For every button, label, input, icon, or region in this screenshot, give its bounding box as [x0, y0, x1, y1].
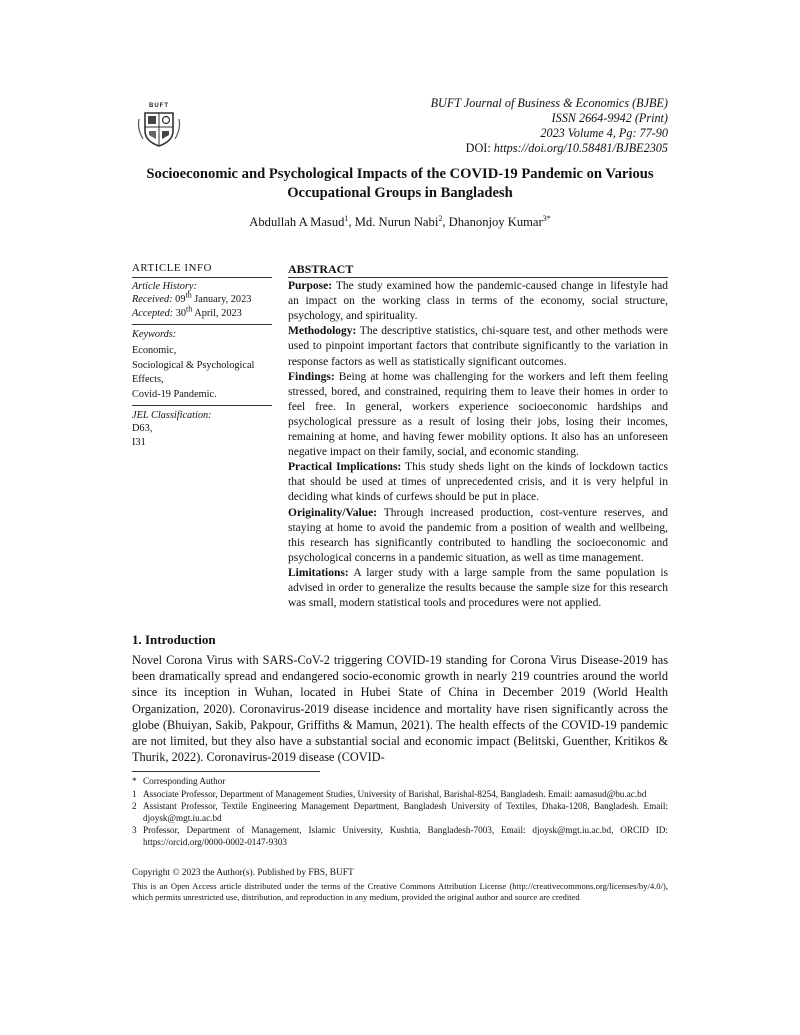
- footnotes: [132, 776, 668, 850]
- doi-label: DOI:: [465, 141, 491, 155]
- footnote-mark: 3: [132, 825, 137, 836]
- jel-code: I31: [132, 436, 146, 448]
- footnote-text: Associate Professor, Department of Management Studies, University of Barishal, Barishal-8254, Bangladesh. Email: aamasud@bu.ac.bd: [143, 788, 647, 799]
- accepted-label: Accepted:: [132, 307, 174, 319]
- author-mark: 3*: [542, 213, 551, 223]
- section-heading-introduction: 1. Introduction: [132, 632, 216, 647]
- keywords-block: [132, 325, 272, 405]
- author-separator: ,: [348, 215, 355, 229]
- section-text: Being at home was challenging for the workers and left them feeling stressed, bored, and constrained, requiring them to leave their homes in order to feel free. In general, workers experience socioeconomic hardships and psychological pressure as a result of losing their jobs, losing their incomes, remaining at home, and having fewer mobility options. It also has an unforeseen negative impact on their family, social, and economic standing.: [288, 370, 668, 459]
- footnote-text: Assistant Professor, Textile Engineering Management Department, Bangladesh University of Textiles, Dhaka-1208, Bangladesh. Email: djoysk@mgt.iu.ac.bd: [143, 801, 668, 823]
- journal-doi-line: [431, 141, 668, 156]
- history-label: Article History:: [132, 280, 197, 292]
- accepted-rest: April, 2023: [192, 307, 242, 319]
- journal-name: BUFT Journal of Business & Economics (BJBE): [430, 96, 668, 110]
- logo-text: BUFT: [149, 103, 169, 109]
- footnote: [132, 825, 668, 848]
- author-mark: 1: [344, 213, 349, 223]
- journal-header: [431, 96, 668, 156]
- section-label: Methodology:: [288, 325, 357, 338]
- license-notice: This is an Open Access article distributed under the terms of the Creative Commons Attribution License (http://creativecommons.org/licenses/by/4.0/), which permits unrestricted use, distribution, and reproduction in any medium, provided the original author and source are credited: [132, 881, 668, 902]
- author-list: [132, 215, 668, 230]
- footnote: [132, 776, 668, 788]
- section-text: A larger study with a large sample from the same population is advised in order to generalize the results because the sample size for this research was small, modern statistical tools and procedures were not applied.: [288, 566, 668, 610]
- footnote-mark: 1: [132, 788, 137, 799]
- journal-logo: [137, 103, 181, 147]
- accepted-ordinal: th: [186, 304, 193, 314]
- keyword: Sociological & Psychological Effects,: [132, 360, 255, 385]
- footnote-mark: *: [132, 776, 137, 786]
- abstract: [288, 262, 668, 611]
- keyword: Covid-19 Pandemic.: [132, 389, 217, 400]
- abstract-purpose: [288, 279, 668, 324]
- received-label: Received:: [132, 294, 173, 305]
- received-date: [132, 290, 272, 307]
- section-label: Originality/Value:: [288, 506, 378, 519]
- section-text: The study examined how the pandemic-caused change in lifestyle had an impact on the working class in terms of the economy, social structure, psychology, and spirituality.: [288, 280, 668, 323]
- footnote-mark: 2: [132, 801, 137, 812]
- author-separator: ,: [442, 215, 449, 229]
- section-text: This study sheds light on the kinds of lockdown tactics that should be used at times of unprecedented crisis, and it is very helpful in deciding what kinds of curfews should be put in place.: [288, 461, 668, 504]
- received-ordinal: th: [185, 290, 192, 300]
- footnote-text: Corresponding Author: [143, 776, 226, 786]
- accepted-date: [132, 304, 272, 325]
- paper-title: Socioeconomic and Psychological Impacts of the COVID-19 Pandemic on Various Occupational Groups in Bangladesh: [146, 166, 654, 201]
- journal-volume: 2023 Volume 4, Pg: 77-90: [540, 126, 668, 140]
- section-label: Purpose:: [288, 280, 333, 293]
- author-name: Dhanonjoy Kumar: [448, 215, 543, 229]
- article-info: [132, 262, 272, 452]
- section-label: Limitations:: [288, 566, 349, 579]
- abstract-limitations: [288, 566, 668, 611]
- footnote-text: Professor, Department of Management, Islamic University, Kushtia, Bangladesh-7003, Email: djoysk@mgt.iu.ac.bd, ORCID ID: https://orcid.org/0000-0002-0147-9303: [143, 825, 668, 847]
- accepted-day: 30: [175, 307, 187, 319]
- abstract-findings: [288, 370, 668, 461]
- article-info-heading: ARTICLE INFO: [132, 262, 272, 278]
- author-mark: 2: [438, 213, 443, 223]
- jel-label: JEL Classification:: [132, 409, 212, 421]
- author-name: Md. Nurun Nabi: [354, 215, 439, 229]
- section-text: Through increased production, cost-venture reserves, and staying at home to avoid the pandemic from a position of wealth and wellbeing, this research has significantly contributed to handling the socioeconomic and psychological concerns in a pandemic situation, as well as time management.: [288, 506, 668, 564]
- footnote: [132, 789, 668, 801]
- received-day: 09: [175, 294, 186, 305]
- jel-code: D63,: [132, 423, 153, 434]
- section-label: Practical Implications:: [288, 461, 402, 474]
- doi-link[interactable]: https://doi.org/10.58481/BJBE2305: [493, 141, 668, 155]
- keyword: Economic,: [132, 344, 177, 356]
- crest-icon: [137, 109, 181, 147]
- abstract-originality: [288, 506, 668, 566]
- copyright-notice: Copyright © 2023 the Author(s). Published by FBS, BUFT: [132, 868, 354, 878]
- journal-issn: ISSN 2664-9942 (Print): [551, 111, 668, 125]
- introduction-paragraph: Novel Corona Virus with SARS-CoV-2 triggering COVID-19 standing for Corona Virus Disease-2019 has been dramatically spread and endangered socio-economic growth in nearly 219 countries around the world since its inception in Wuhan, located in Hubei State of China in December 2019 (World Health Organization, 2020). Coronavirus-2019 disease incidence and mortality have risen significantly across the globe (Bhuiyan, Sakib, Pakpour, Griffiths & Mamun, 2021). The health effects of the COVID-19 pandemic are not limited, but they also have a substantial social and economic impact (Belitski, Guenther, Kritikos & Thurik, 2022). Coronavirus-2019 disease (COVID-: [132, 653, 668, 765]
- abstract-heading: ABSTRACT: [288, 262, 668, 278]
- section-label: Findings:: [288, 370, 335, 383]
- footnote: [132, 801, 668, 824]
- keywords-label: Keywords:: [132, 329, 177, 340]
- abstract-methodology: [288, 324, 668, 369]
- section-text: The descriptive statistics, chi-square test, and other methods were used to pinpoint important factors that contribute significantly to the variation in response factors as well as statistically significant outcomes.: [288, 325, 668, 368]
- abstract-implications: [288, 460, 668, 505]
- footnote-divider: [132, 771, 320, 772]
- author-name: Abdullah A Masud: [249, 215, 345, 229]
- received-rest: January, 2023: [191, 294, 252, 305]
- jel-block: [132, 406, 272, 453]
